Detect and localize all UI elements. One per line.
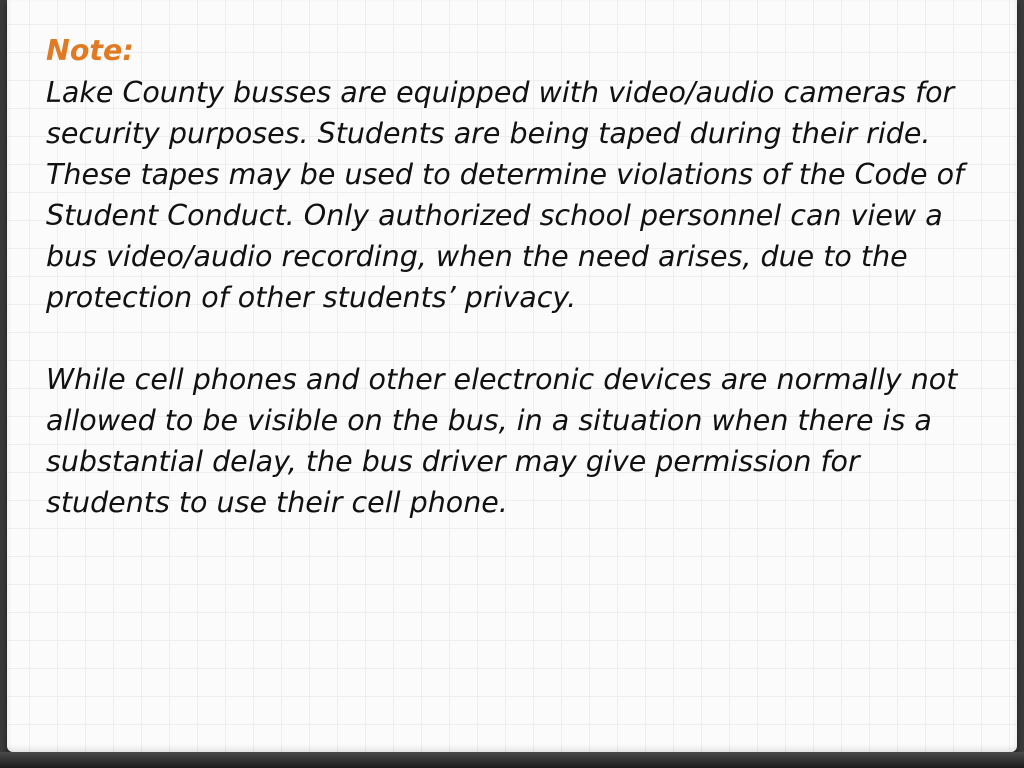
slide-content	[46, 34, 976, 523]
note-heading: Note:	[46, 34, 134, 67]
paragraph-cell-phone-policy: While cell phones and other electronic devices are normally not allowed to be visible on the bus, in a situation when there is a substantial delay, the bus driver may give permission for students to use their cell phone.	[46, 363, 958, 519]
paragraph-camera-notice: Lake County busses are equipped with video/audio cameras for security purposes. Students are being taped during their ride. These tapes may be used to determine violations of the Code of Student Conduct. Only authorized school personnel can view a bus video/audio recording, when the need arises, due to the protection of other students’ privacy.	[46, 76, 965, 314]
paragraph-spacer	[46, 318, 976, 359]
slide-bottom-edge	[0, 752, 1024, 768]
